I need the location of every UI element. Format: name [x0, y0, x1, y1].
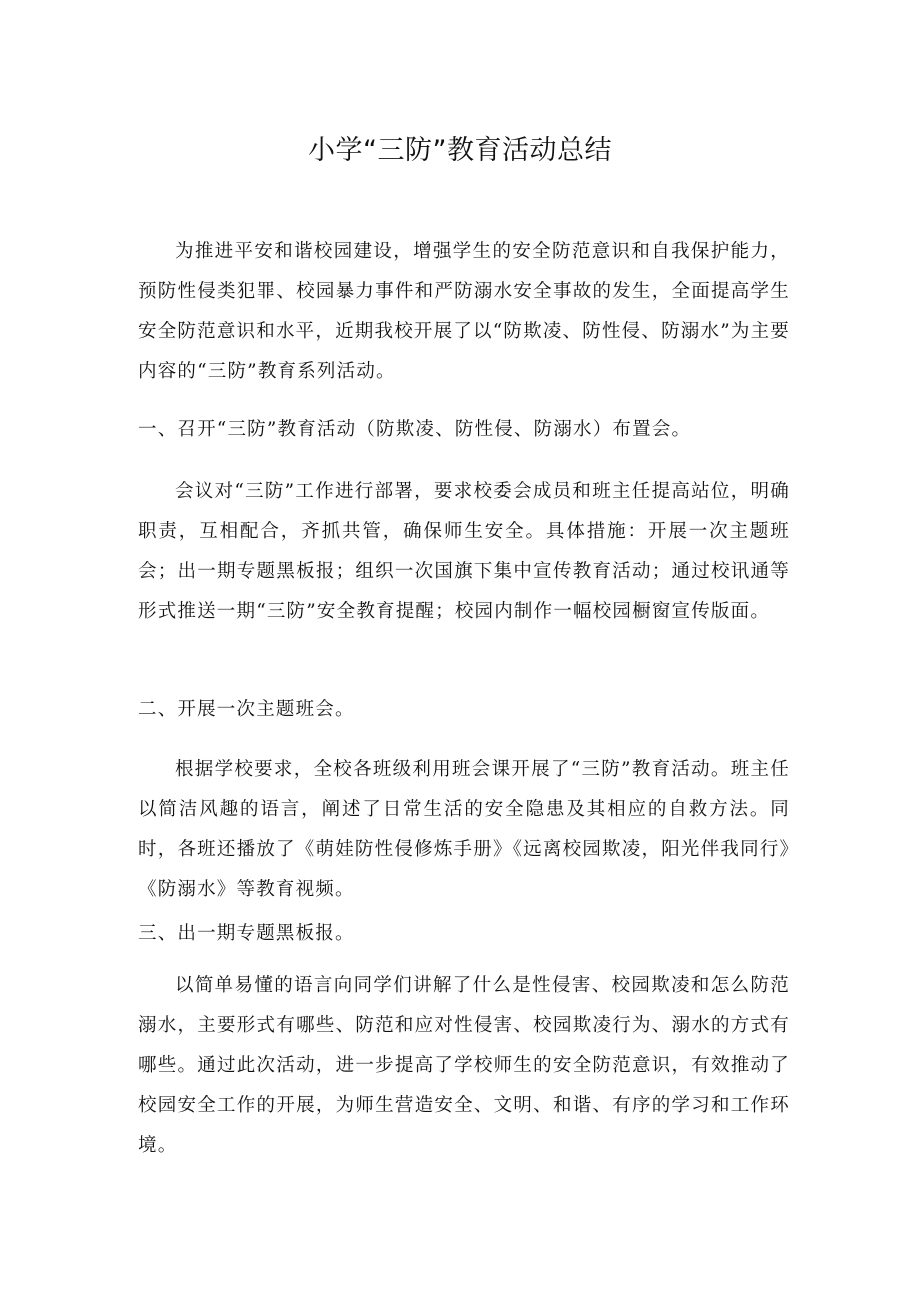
section-3-body: 以简单易懂的语言向同学们讲解了什么是性侵害、校园欺凌和怎么防范溺水，主要形式有哪些、防范和应对性侵害、校园欺凌行为、溺水的方式有哪些。通过此次活动，进一步提高了学校师生的安全防范意识，有效推动了校园安全工作的开展，为师生营造安全、文明、和谐、有序的学习和工作环境。	[138, 975, 790, 1156]
section-1-body: 会议对“三防”工作进行部署，要求校委会成员和班主任提高站位，明确职责，互相配合，齐抓共管，确保师生安全。具体措施：开展一次主题班会；出一期专题黑板报；组织一次国旗下集中宣传教育活动；通过校讯通等形式推送一期“三防”安全教育提醒；校园内制作一幅校园橱窗宣传版面。	[138, 481, 790, 622]
document-title: 小学“三防”教育活动总结	[308, 135, 612, 166]
section-2-heading: 二、开展一次主题班会。	[138, 699, 355, 720]
section-3-heading: 三、出一期专题黑板报。	[138, 923, 355, 944]
section-1-heading: 一、召开“三防”教育活动（防欺凌、防性侵、防溺水）布置会。	[138, 419, 692, 440]
section-2-body: 根据学校要求，全校各班级利用班会课开展了“三防”教育活动。班主任以简洁风趣的语言，阐述了日常生活的安全隐患及其相应的自救方法。同时，各班还播放了《萌娃防性侵修炼手册》《远离校园欺凌，阳光伴我同行》《防溺水》等教育视频。	[138, 759, 790, 900]
intro-paragraph: 为推进平安和谐校园建设，增强学生的安全防范意识和自我保护能力，预防性侵类犯罪、校园暴力事件和严防溺水安全事故的发生，全面提高学生安全防范意识和水平，近期我校开展了以“防欺凌、防性侵、防溺水”为主要内容的“三防”教育系列活动。	[138, 241, 790, 382]
